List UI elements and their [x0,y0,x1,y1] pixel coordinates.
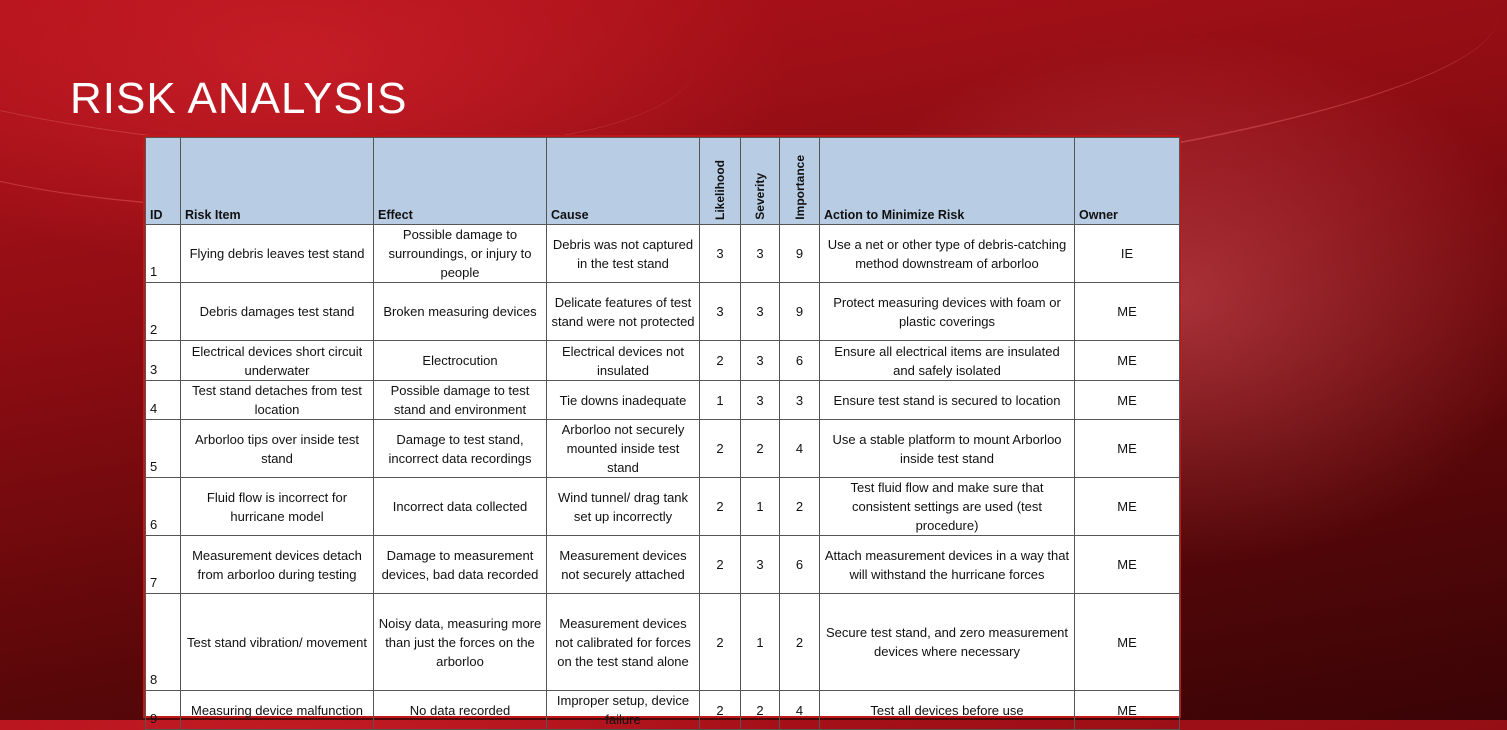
cell-risk-item: Measurement devices detach from arborloo during testing [181,536,374,594]
cell-id: 7 [146,536,181,594]
cell-severity: 3 [741,381,780,420]
risk-table-frame [143,135,1181,727]
cell-severity: 3 [741,536,780,594]
cell-action: Protect measuring devices with foam or plastic coverings [820,283,1075,341]
header-id: ID [146,138,181,225]
cell-risk-item: Measuring device malfunction [181,691,374,730]
header-likelihood: Likelihood [700,138,741,225]
table-row [146,283,1180,341]
cell-owner: ME [1075,283,1180,341]
cell-cause: Improper setup, device failure [547,691,700,730]
header-importance: Importance [780,138,820,225]
slide-title: RISK ANALYSIS [70,74,408,123]
table-row [146,478,1180,536]
cell-importance: 4 [780,691,820,730]
cell-severity: 2 [741,420,780,478]
cell-likelihood: 2 [700,594,741,691]
cell-effect: Incorrect data collected [374,478,547,536]
cell-id: 6 [146,478,181,536]
cell-likelihood: 1 [700,381,741,420]
cell-owner: ME [1075,536,1180,594]
cell-effect: Damage to test stand, incorrect data recordings [374,420,547,478]
cell-cause: Tie downs inadequate [547,381,700,420]
cell-importance: 6 [780,341,820,381]
table-row [146,381,1180,420]
cell-owner: IE [1075,225,1180,283]
cell-action: Test all devices before use [820,691,1075,730]
cell-severity: 3 [741,283,780,341]
cell-owner: ME [1075,420,1180,478]
cell-effect: No data recorded [374,691,547,730]
table-header-row [146,138,1180,225]
cell-risk-item: Test stand vibration/ movement [181,594,374,691]
table-row [146,420,1180,478]
cell-importance: 2 [780,594,820,691]
cell-risk-item: Electrical devices short circuit underwater [181,341,374,381]
cell-id: 9 [146,691,181,730]
cell-likelihood: 2 [700,341,741,381]
cell-effect: Noisy data, measuring more than just the forces on the arborloo [374,594,547,691]
cell-owner: ME [1075,594,1180,691]
cell-severity: 3 [741,225,780,283]
cell-owner: ME [1075,478,1180,536]
cell-importance: 4 [780,420,820,478]
cell-owner: ME [1075,691,1180,730]
cell-likelihood: 3 [700,283,741,341]
cell-cause: Arborloo not securely mounted inside test stand [547,420,700,478]
cell-risk-item: Test stand detaches from test location [181,381,374,420]
cell-action: Test fluid flow and make sure that consistent settings are used (test procedure) [820,478,1075,536]
cell-importance: 9 [780,283,820,341]
cell-risk-item: Fluid flow is incorrect for hurricane model [181,478,374,536]
cell-id: 8 [146,594,181,691]
cell-id: 1 [146,225,181,283]
risk-analysis-table [145,137,1180,730]
cell-risk-item: Debris damages test stand [181,283,374,341]
table-row [146,341,1180,381]
cell-effect: Possible damage to surroundings, or injury to people [374,225,547,283]
cell-id: 3 [146,341,181,381]
cell-cause: Measurement devices not calibrated for forces on the test stand alone [547,594,700,691]
cell-importance: 6 [780,536,820,594]
cell-action: Ensure test stand is secured to location [820,381,1075,420]
cell-risk-item: Flying debris leaves test stand [181,225,374,283]
cell-action: Use a net or other type of debris-catching method downstream of arborloo [820,225,1075,283]
header-action: Action to Minimize Risk [820,138,1075,225]
cell-likelihood: 2 [700,478,741,536]
cell-id: 4 [146,381,181,420]
cell-cause: Electrical devices not insulated [547,341,700,381]
cell-action: Use a stable platform to mount Arborloo inside test stand [820,420,1075,478]
cell-likelihood: 2 [700,420,741,478]
table-row [146,536,1180,594]
cell-likelihood: 3 [700,225,741,283]
cell-effect: Damage to measurement devices, bad data recorded [374,536,547,594]
header-effect: Effect [374,138,547,225]
cell-id: 5 [146,420,181,478]
table-row [146,691,1180,730]
cell-cause: Delicate features of test stand were not protected [547,283,700,341]
cell-effect: Broken measuring devices [374,283,547,341]
table-row [146,225,1180,283]
header-severity: Severity [741,138,780,225]
cell-severity: 1 [741,478,780,536]
cell-effect: Possible damage to test stand and environment [374,381,547,420]
cell-likelihood: 2 [700,691,741,730]
cell-severity: 1 [741,594,780,691]
header-risk-item: Risk Item [181,138,374,225]
cell-severity: 2 [741,691,780,730]
cell-id: 2 [146,283,181,341]
cell-cause: Measurement devices not securely attached [547,536,700,594]
cell-severity: 3 [741,341,780,381]
table-row [146,594,1180,691]
cell-action: Ensure all electrical items are insulated and safely isolated [820,341,1075,381]
cell-importance: 3 [780,381,820,420]
cell-importance: 2 [780,478,820,536]
cell-action: Attach measurement devices in a way that will withstand the hurricane forces [820,536,1075,594]
cell-action: Secure test stand, and zero measurement devices where necessary [820,594,1075,691]
cell-owner: ME [1075,381,1180,420]
cell-effect: Electrocution [374,341,547,381]
cell-likelihood: 2 [700,536,741,594]
cell-risk-item: Arborloo tips over inside test stand [181,420,374,478]
cell-owner: ME [1075,341,1180,381]
cell-importance: 9 [780,225,820,283]
header-cause: Cause [547,138,700,225]
cell-cause: Debris was not captured in the test stand [547,225,700,283]
header-owner: Owner [1075,138,1180,225]
cell-cause: Wind tunnel/ drag tank set up incorrectly [547,478,700,536]
